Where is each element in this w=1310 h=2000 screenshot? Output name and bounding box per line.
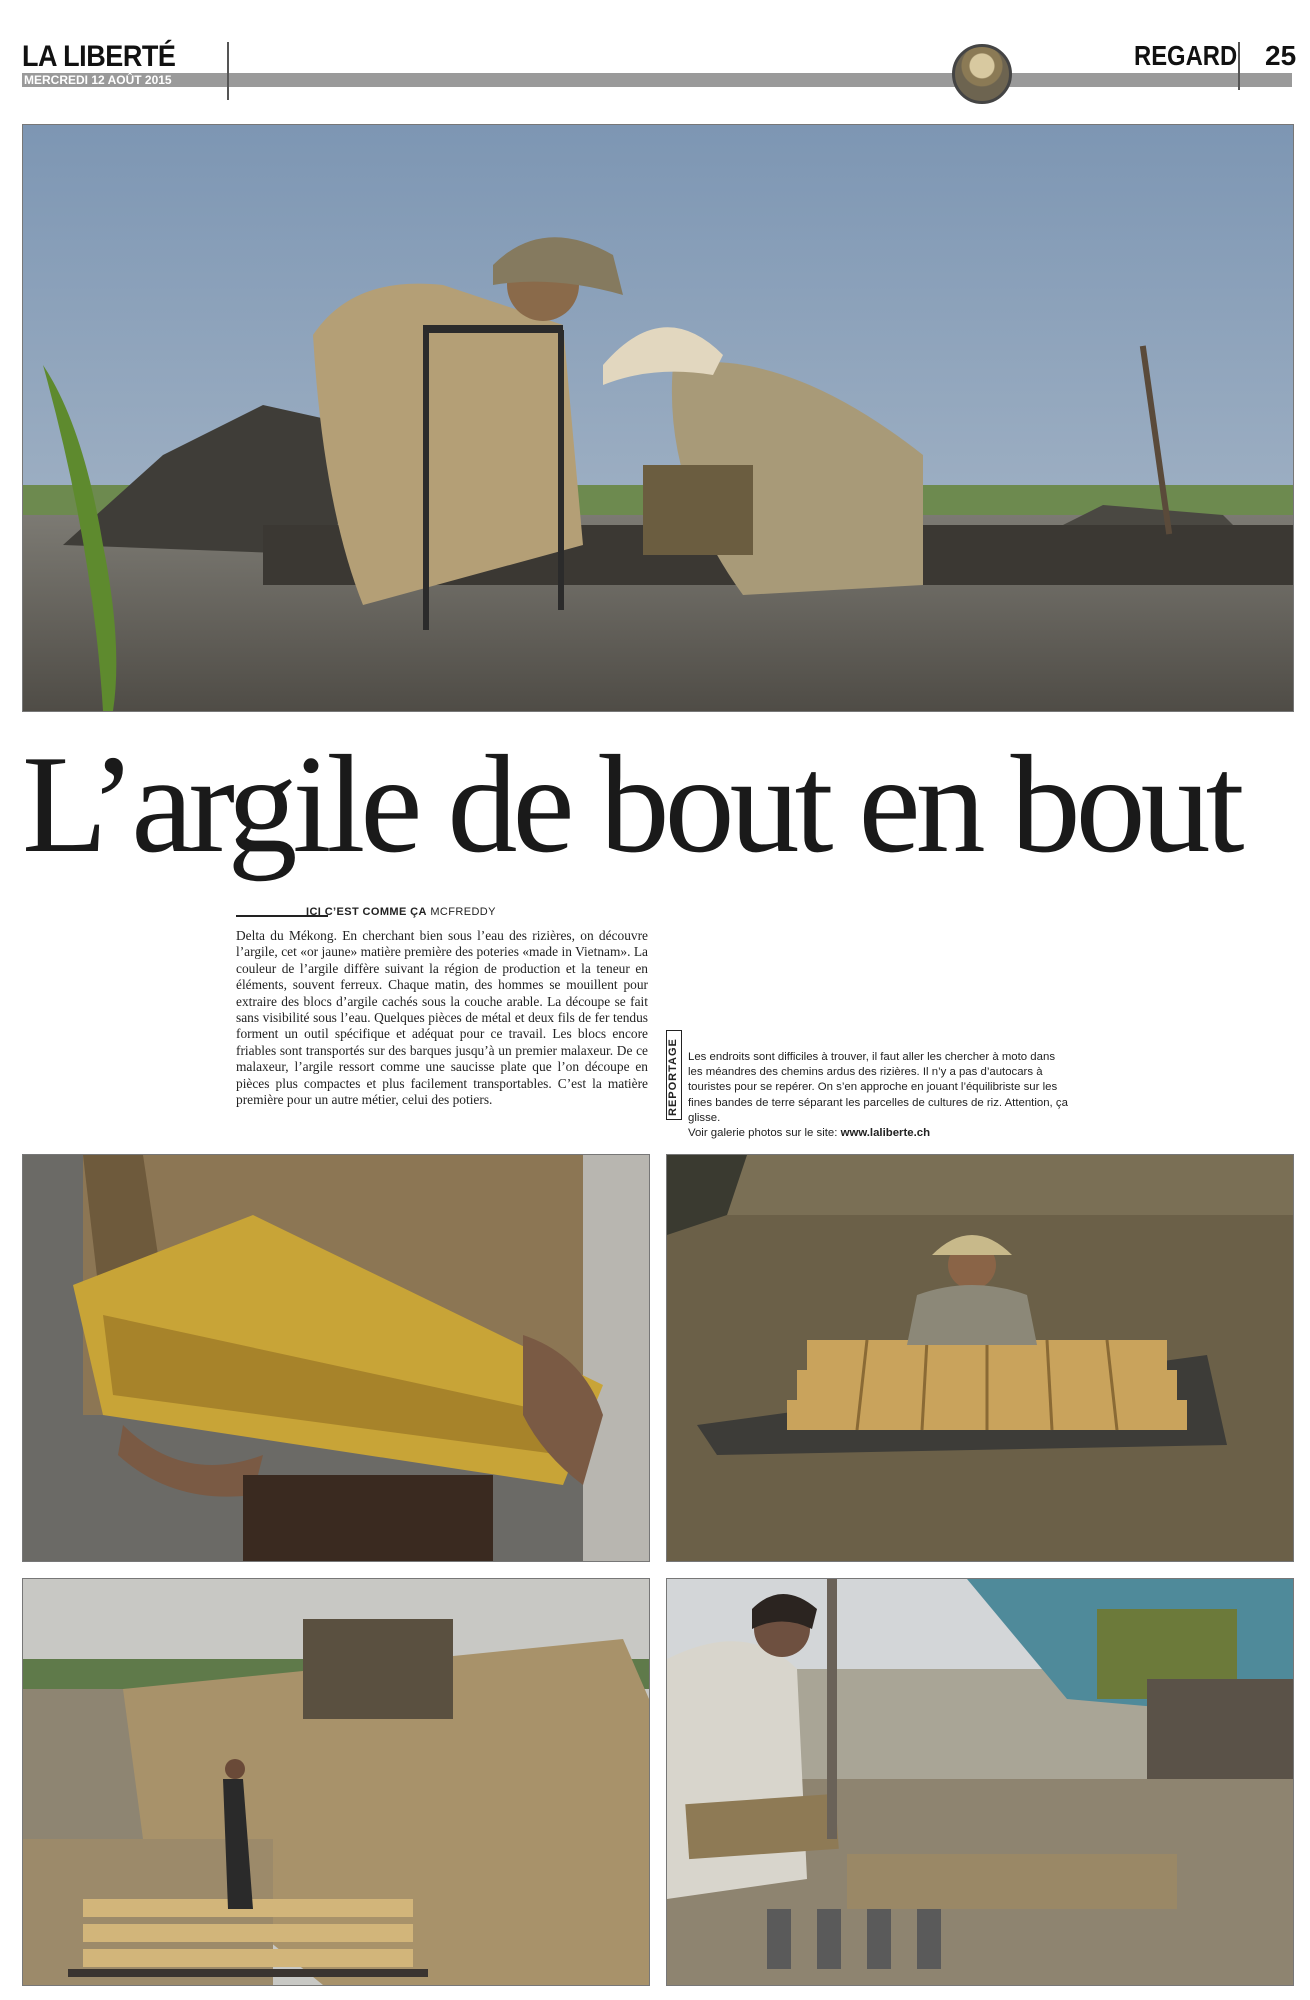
section-title: REGARD bbox=[1134, 40, 1238, 71]
sidebar-paragraph: Les endroits sont difficiles à trouver, il faut aller les chercher à moto dans les méandres des chemins ardus des rizières. Il n’y a pas d’autocars à touristes pour se repérer. On s’en approche en jouant l’équilibriste sur les fines bandes de terre séparant les parcelles de cultures de riz. Attention, ça glisse. bbox=[688, 1051, 1068, 1124]
hero-photo bbox=[22, 124, 1294, 712]
gallery-link[interactable]: www.laliberte.ch bbox=[840, 1127, 931, 1140]
author-avatar bbox=[952, 44, 1012, 104]
kicker bbox=[306, 906, 496, 918]
photo-clay-block bbox=[22, 1154, 650, 1562]
header-divider bbox=[1238, 42, 1240, 90]
sidebar-text bbox=[688, 1050, 1068, 1141]
masthead: LA LIBERTÉ bbox=[22, 40, 176, 73]
article-body: Delta du Mékong. En cherchant bien sous l’eau des rizières, on découvre l’argile, cet «or jaune» matière première des poteries «made in Vietnam». La couleur de l’argile diffère suivant la région de production et la teneur en éléments, souvent ferreux. Chaque matin, des hommes se mouillent pour extraire des blocs d’argile cachés sous la couche arable. La découpe se fait sans visibilité sous l’eau. Quelques pièces de métal et deux fils de fer tendus forment un outil spécifique et adéquat pour ce travail. Les blocs encore friables sont transportés sur des barques jusqu’à un premier malaxeur. De ce malaxeur, l’argile ressort comme une saucisse plate que l’on découpe en pièces plus compactes et plus facilement transportables. C’est la matière première pour un autre métier, celui des potiers. bbox=[236, 928, 648, 1108]
kicker-author: MCFREDDY bbox=[430, 906, 496, 918]
header-divider bbox=[227, 42, 229, 100]
page-number: 25 bbox=[1265, 40, 1297, 71]
headline: L’argile de bout en bout bbox=[22, 727, 1240, 882]
gallery-prefix: Voir galerie photos sur le site: bbox=[688, 1127, 841, 1140]
date-bar bbox=[22, 73, 1292, 87]
photo-riverbank-bricks bbox=[22, 1578, 650, 1986]
issue-date: MERCREDI 12 AOÛT 2015 bbox=[24, 73, 172, 87]
photo-boat-clay bbox=[666, 1154, 1294, 1562]
kicker-label: ICI C’EST COMME ÇA bbox=[306, 906, 427, 918]
photo-woman-clay bbox=[666, 1578, 1294, 1986]
reportage-label: REPORTAGE bbox=[667, 1038, 679, 1116]
